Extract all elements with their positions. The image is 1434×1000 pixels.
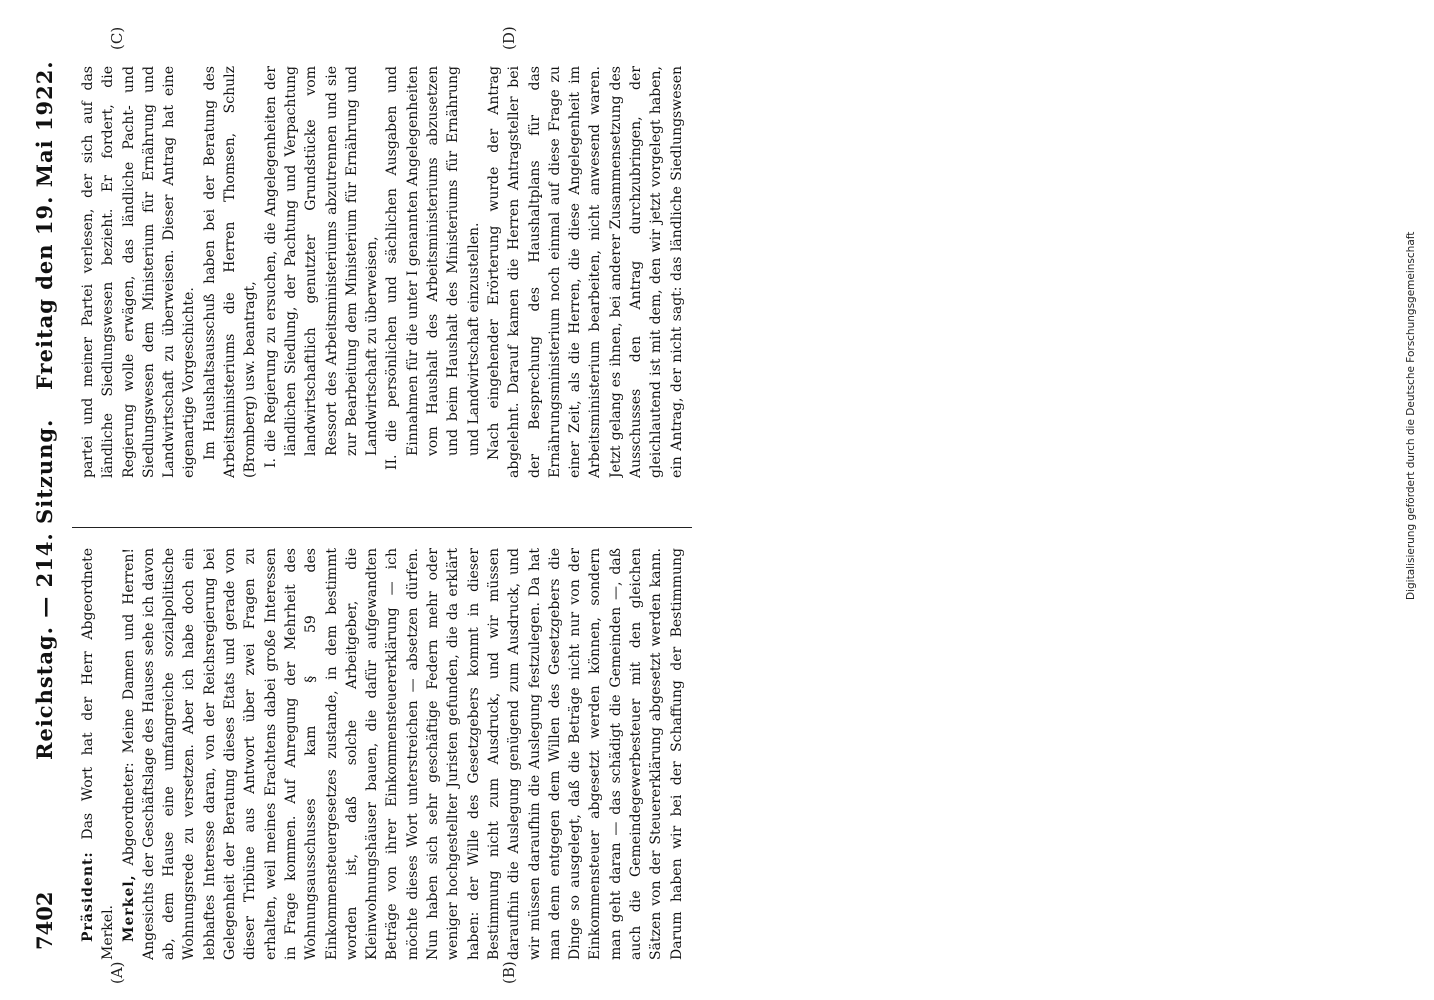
list-item: I. die Regierung zu ersuchen, die Angelegenheiten der ländlichen Siedlung, der Pachtung und Verpachtung landwirtschaftlich genutzter Grundstücke vom Ressort des Arbeitsministeriums abzutrennen und sie zur Bearbeitung dem Ministerium für Ernährung und Landwirtschaft zu überweisen,: [262, 66, 381, 468]
column-divider: [72, 527, 692, 528]
paragraph: Im Haushaltsausschuß haben bei der Beratung des Arbeitsministeriums die Herren Thomsen, Schulz (Bromberg) usw. beantragt,: [201, 66, 259, 478]
page-header: [32, 40, 68, 950]
paragraph: [78, 548, 119, 960]
rotated-page-content: [0, 5, 1400, 990]
marker-c: (C): [108, 26, 126, 50]
speaker-name: Präsident:: [80, 851, 96, 942]
paragraph: Nach eingehender Erörterung wurde der Antrag abgelehnt. Darauf kamen die Herren Antragsteller bei der Besprechung des Haushaltplans für das Ernährungsministerium noch einmal auf diese Frage zu einer Zeit, als die Herren, die diese Angelegenheit im Arbeitsministerium bearbeiten, nicht anwesend waren. Jetzt gelang es ihnen, bei anderer Zusammensetzung des Ausschusses den Antrag durchzubringen, der gleichlautend ist mit dem, den wir jetzt vorgelegt haben, ein Antrag, der nicht sagt: das ländliche Siedlungswesen: [485, 66, 685, 478]
marker-b: (B): [500, 961, 518, 984]
right-column: [78, 66, 688, 478]
header-date: Freitag den 19. Mai 1922.: [32, 60, 57, 390]
digitization-credit: Digitalisierung gefördert durch die Deutsche Forschungsgemeinschaft: [1405, 231, 1417, 600]
left-column: [78, 548, 688, 960]
marker-a: (A): [108, 961, 126, 984]
marker-d: (D): [500, 26, 518, 50]
page-number: 7402: [32, 891, 57, 950]
paragraph-text: Das Wort hat der Herr Abgeordnete Merkel.: [80, 548, 117, 960]
speaker-name: Merkel,: [120, 874, 137, 942]
paragraph: [119, 548, 688, 960]
paragraph-text: Abgeordneter: Meine Damen und Herren! Angesichts der Geschäftslage des Hauses sehe ich davon ab, dem Hause eine umfangreiche sozialpolitische Wohnungsrede zu versetzen. Aber ich habe doch ein lebhaftes Interesse daran, von der Reichsregierung bei Gelegenheit der Beratung dieses Etats und gerade von dieser Tribüne aus Antwort über zwei Fragen zu erhalten, weil meines Erachtens dabei große Interessen in Frage kommen. Auf Anregung der Mehrheit des Wohnungsausschusses kam § 59 des Einkommensteuergesetzes zustande, in dem bestimmt worden ist, daß solche Arbeitgeber, die Kleinwohnungshäuser bauen, die dafür aufgewandten Beträge von ihrer Einkommensteuererklärung — ich möchte dieses Wort unterstreichen — absetzen dürfen. Nun haben sich sehr geschäftige Federn mehr oder weniger hochgestellter Juristen gefunden, die da erklärt haben: der Wille des Gesetzgebers kommt in dieser Bestimmung nicht zum Ausdruck, und wir müssen daraufhin die Auslegung genügend zum Ausdruck, und wir müssen daraufhin die Auslegung festzulegen. Da hat man denn entgegen dem Willen des Gesetzgebers die Dinge so ausgelegt, daß die Beträge nicht nur von der Einkommensteuer abgesetzt werden können, sondern man geht daran — das schädigt die Gemeinden —, daß auch die Gemeindegewerbesteuer mit den gleichen Sätzen von der Steuererklärung abgesetzt werden kann. Darum haben wir bei der Schaffung der Bestimmung: [120, 548, 685, 960]
list-item: II. die persönlichen und sächlichen Ausgaben und Einnahmen für die unter I genannten Angelegenheiten vom Haushalt des Arbeitsministeriums abzusetzen und beim Haushalt des Ministeriums für Ernährung und Landwirtschaft einzustellen.: [384, 66, 482, 470]
paragraph: partei und meiner Partei verlesen, der sich auf das ländliche Siedlungswesen bezieht. Er fordert, die Regierung wolle erwägen, das ländliche Pacht- und Siedlungswesen dem Ministerium für Ernährung und Landwirtschaft zu überweisen. Dieser Antrag hat eine eigenartige Vorgeschichte.: [80, 66, 198, 478]
header-title: Reichstag. — 214. Sitzung.: [32, 418, 57, 760]
